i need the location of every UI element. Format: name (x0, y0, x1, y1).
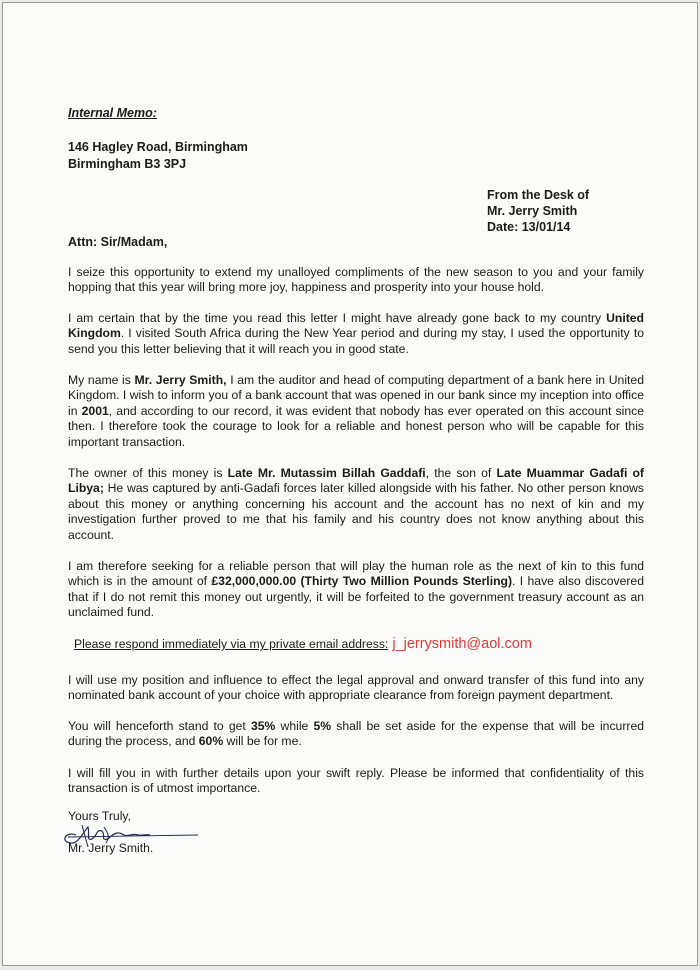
respond-label: Please respond immediately via my private email address: (74, 637, 389, 651)
paragraph-fund-amount: I am therefore seeking for a reliable person that will play the human role as the next of kin to this fund which is in the amount of £32,000,000.00 (Thirty Two Million Pounds Sterling). I have also discovered that if I do not remit this money out urgently, it will be forfeited to the government treasury account as an unclaimed fund. (68, 559, 644, 620)
attention-line: Attn: Sir/Madam, (68, 235, 168, 249)
desk-line-1: From the Desk of (487, 188, 590, 202)
paragraph-introduction: My name is Mr. Jerry Smith, I am the auditor and head of computing department of a bank here in United Kingdom. I wish to inform you of a bank account that was opened in our bank since my inception into office in 2001, and according to our record, it was evident that nobody has ever operated on this account since then. I therefore took the courage to look for a reliable and honest person who will be capable for this important transaction. (68, 373, 644, 449)
memo-title: Internal Memo: (68, 106, 157, 120)
paragraph-split: You will henceforth stand to get 35% while 5% shall be set aside for the expense that will be incurred during the process, and 60% will be for me. (68, 719, 645, 749)
paragraph-greeting: I seize this opportunity to extend my unalloyed compliments of the new season to you and your family hopping that this year will bring more joy, happiness and prosperity into your house hold. (68, 265, 644, 295)
letter-page (2, 2, 698, 966)
address-line-1: 146 Hagley Road, Birmingham (68, 140, 248, 154)
signer-name: Mr. Jerry Smith. (68, 841, 154, 855)
sender-address (68, 139, 248, 173)
paragraph-transfer: I will use my position and influence to effect the legal approval and onward transfer of this fund into any nominated bank account of your choice with appropriate clearance from foreign payment department. (68, 673, 644, 703)
paragraph-return: I am certain that by the time you read this letter I might have already gone back to my country United Kingdom. I visited South Africa during the New Year period and during my stay, I used the opportunity to send you this letter believing that it will reach you in good state. (68, 311, 644, 356)
respond-line (74, 636, 532, 652)
paragraph-owner: The owner of this money is Late Mr. Mutassim Billah Gaddafi, the son of Late Muammar Gadafi of Libya; He was captured by anti-Gadafi forces later killed alongside with his father. No other person knows about this money or anything concerning his account and the account has no next of kin and my investigation further proved to me that his family and his country does not know anything about this account. (68, 466, 644, 542)
desk-line-2: Mr. Jerry Smith (487, 204, 578, 218)
from-desk-block (487, 187, 589, 235)
paragraph-confidentiality: I will fill you in with further details upon your swift reply. Please be informed that confidentiality of this transaction is of utmost importance. (68, 766, 644, 796)
address-line-2: Birmingham B3 3PJ (68, 157, 187, 171)
closing-salutation: Yours Truly, (68, 809, 131, 823)
letter-date: Date: 13/01/14 (487, 220, 571, 234)
email-address-link[interactable]: j_jerrysmith@aol.com (392, 636, 532, 652)
